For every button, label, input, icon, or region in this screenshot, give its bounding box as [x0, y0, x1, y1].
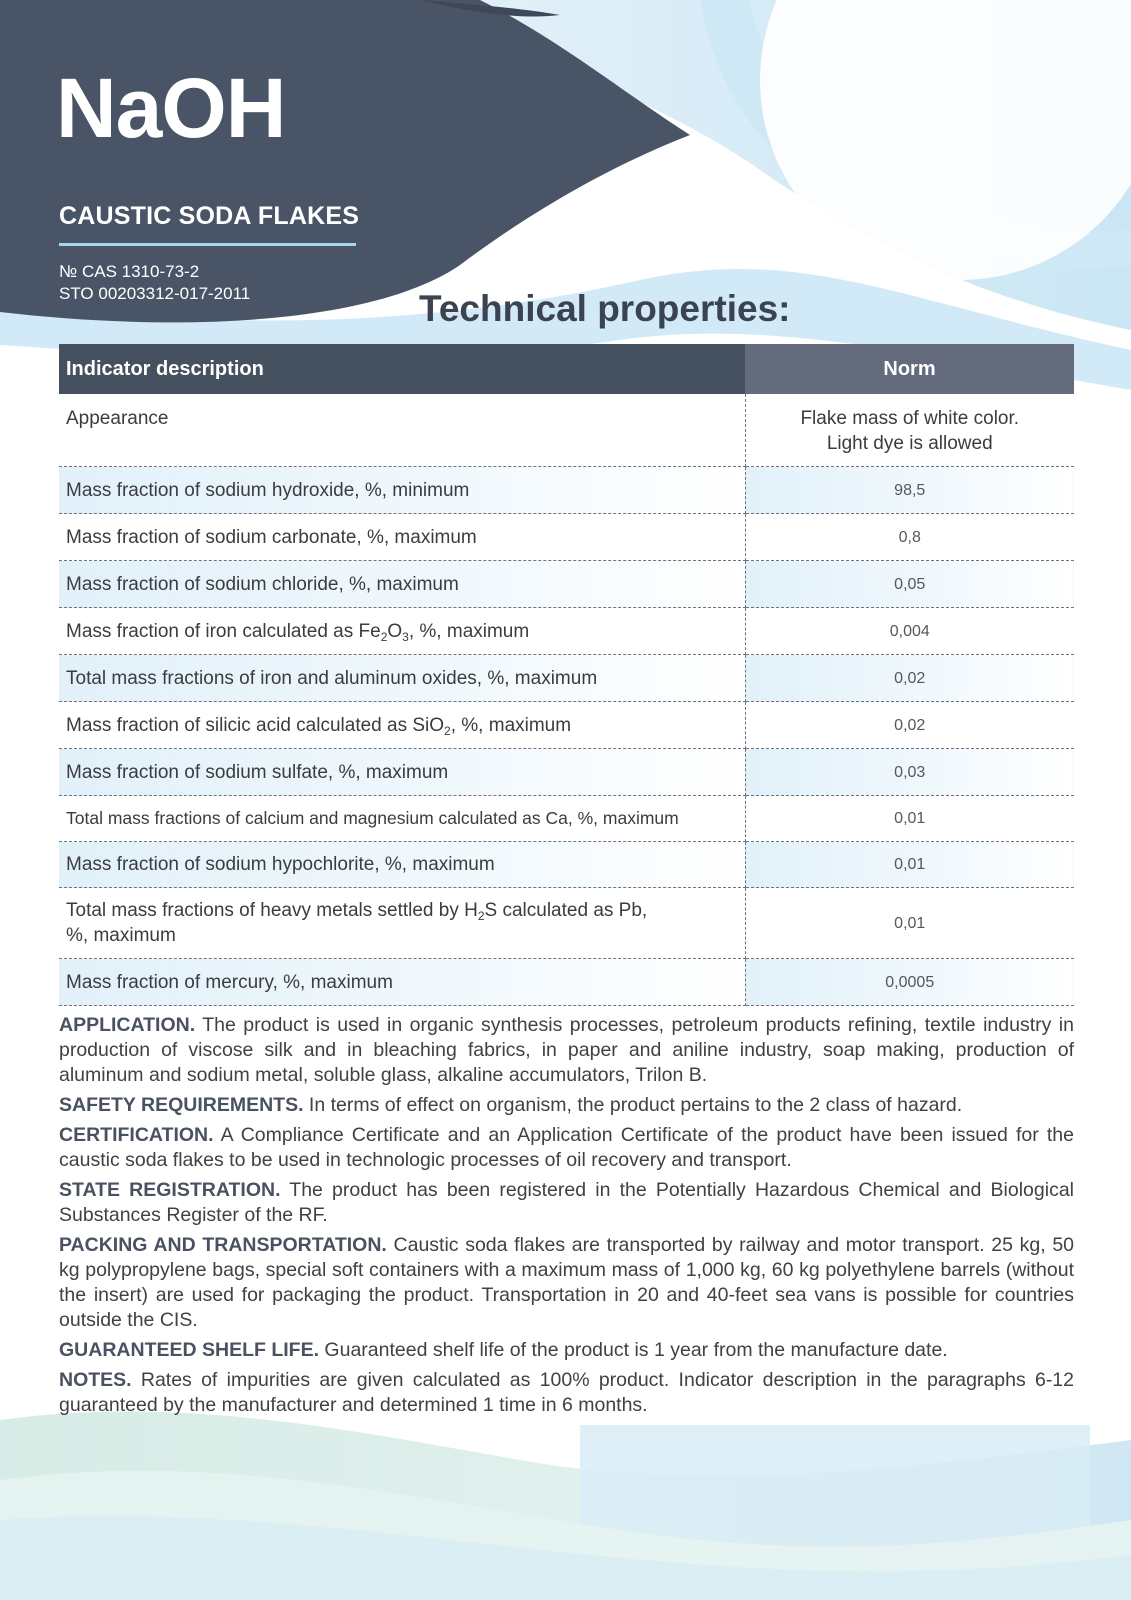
paragraph-heading: STATE REGISTRATION. — [59, 1179, 281, 1201]
indicator-cell — [59, 561, 745, 608]
norm-cell: 0,01 — [745, 888, 1074, 959]
subscript: 3 — [402, 629, 409, 644]
paragraph-text: In terms of effect on organism, the product pertains to the 2 class of hazard. — [303, 1094, 963, 1116]
cas-number: № CAS 1310-73-2 — [59, 262, 200, 281]
indicator-cell — [59, 467, 745, 514]
indicator-cell — [59, 796, 745, 842]
certification-paragraph — [59, 1123, 1074, 1173]
indicator-cell — [59, 959, 745, 1006]
header-indicator-description: Indicator description — [59, 344, 745, 394]
norm-cell: 0,8 — [745, 514, 1074, 561]
table-row — [59, 467, 1074, 514]
paragraph-heading: GUARANTEED SHELF LIFE. — [59, 1339, 320, 1361]
table-row — [59, 514, 1074, 561]
table-row — [59, 959, 1074, 1006]
table-header-row — [59, 344, 1074, 394]
shelf-life-paragraph — [59, 1338, 1074, 1363]
indicator-text: Total mass fractions of iron and aluminum oxides, %, maximum — [66, 667, 598, 689]
indicator-cell — [59, 394, 745, 467]
norm-cell: 0,02 — [745, 702, 1074, 749]
subscript: 2 — [380, 629, 388, 644]
paragraph-text: Guaranteed shelf life of the product is 1 year from the manufacture date. — [319, 1339, 948, 1361]
technical-properties-table — [59, 344, 1074, 1006]
norm-cell: 0,0005 — [745, 959, 1074, 1006]
indicator-text: Mass fraction of sodium carbonate, %, maximum — [66, 526, 477, 548]
norm-line: Flake mass of white color. — [800, 408, 1020, 429]
subtitle-divider — [59, 243, 356, 246]
table-row — [59, 888, 1074, 959]
packing-paragraph — [59, 1233, 1074, 1333]
table-row — [59, 394, 1074, 467]
indicator-cell — [59, 702, 745, 749]
section-title: Technical properties: — [419, 288, 791, 329]
paragraph-heading: SAFETY REQUIREMENTS. — [59, 1094, 304, 1116]
norm-cell: 0,01 — [745, 796, 1074, 842]
paragraph-heading: NOTES. — [59, 1369, 132, 1391]
notes-paragraph — [59, 1368, 1074, 1418]
paragraph-text: The product has been registered in the Potentially Hazardous Chemical and Biological Substances Register of the RF. — [59, 1179, 1074, 1226]
indicator-text: , %, maximum — [408, 620, 530, 642]
table-row — [59, 749, 1074, 796]
paragraph-heading: APPLICATION. — [59, 1014, 196, 1036]
table-row — [59, 561, 1074, 608]
sto-standard: STO 00203312-017-2011 — [59, 284, 251, 303]
norm-cell: 0,02 — [745, 655, 1074, 702]
product-title: NaOH — [56, 61, 286, 155]
table-row — [59, 608, 1074, 655]
indicator-text: Mass fraction of sodium hypochlorite, %, maximum — [66, 854, 495, 875]
indicator-text: Mass fraction of sodium sulfate, %, maximum — [66, 761, 449, 783]
paragraph-text: Caustic soda flakes are transported by railway and motor transport. 25 kg, 50 kg polypropylene bags, special soft containers with a maximum mass of 1,000 kg, 60 kg polyethylene barrels (without the insert) are used for packaging the product. Transportation in 20 and 40-feet sea vans is possible for countries outside the CIS. — [59, 1234, 1075, 1331]
indicator-cell — [59, 888, 745, 959]
application-paragraph — [59, 1013, 1074, 1088]
indicator-cell — [59, 749, 745, 796]
norm-cell: 0,05 — [745, 561, 1074, 608]
subscript: 2 — [477, 909, 485, 923]
indicator-text: %, maximum — [66, 925, 176, 946]
safety-paragraph — [59, 1093, 1074, 1118]
product-subtitle: CAUSTIC SODA FLAKES — [59, 202, 360, 230]
norm-cell: 0,004 — [745, 608, 1074, 655]
indicator-text: Total mass fractions of calcium and magnesium calculated as Ca, %, maximum — [66, 808, 679, 828]
header-norm: Norm — [745, 344, 1074, 394]
table-row — [59, 655, 1074, 702]
indicator-cell — [59, 842, 745, 888]
table-row — [59, 796, 1074, 842]
indicator-text: , %, maximum — [450, 714, 572, 736]
paragraph-text: The product is used in organic synthesis processes, petroleum products refining, textile industry in production of viscose silk and in bleaching fabrics, in paper and aniline industry, soap making, production of aluminum and sodium metal, soluble glass, alkaline accumulators, Trilon B. — [59, 1014, 1074, 1086]
norm-cell — [745, 394, 1074, 467]
norm-cell: 0,03 — [745, 749, 1074, 796]
indicator-text: S calculated as Pb, — [484, 900, 648, 921]
paragraph-text: Rates of impurities are given calculated as 100% product. Indicator description in the paragraphs 6-12 guaranteed by the manufacturer and determined 1 time in 6 months. — [59, 1369, 1074, 1416]
indicator-text: O — [387, 620, 403, 642]
indicator-cell — [59, 514, 745, 561]
indicator-cell — [59, 655, 745, 702]
indicator-text: Mass fraction of sodium hydroxide, %, minimum — [66, 479, 470, 501]
table-row — [59, 702, 1074, 749]
indicator-text: Appearance — [66, 408, 169, 429]
indicator-text: Mass fraction of silicic acid calculated as SiO — [66, 714, 445, 736]
paragraph-heading: PACKING AND TRANSPORTATION. — [59, 1234, 387, 1256]
paragraph-heading: CERTIFICATION. — [59, 1124, 214, 1146]
norm-cell: 98,5 — [745, 467, 1074, 514]
table-row — [59, 842, 1074, 888]
norm-line: Light dye is allowed — [826, 433, 993, 454]
state-registration-paragraph — [59, 1178, 1074, 1228]
indicator-text: Mass fraction of sodium chloride, %, maximum — [66, 573, 459, 595]
indicator-text: Mass fraction of iron calculated as Fe — [66, 620, 381, 642]
indicator-text: Mass fraction of mercury, %, maximum — [66, 971, 393, 993]
indicator-cell — [59, 608, 745, 655]
notes-section — [59, 1013, 1074, 1423]
norm-cell: 0,01 — [745, 842, 1074, 888]
subscript: 2 — [444, 723, 451, 738]
indicator-text: Total mass fractions of heavy metals settled by H — [66, 900, 478, 921]
paragraph-text: A Compliance Certificate and an Application Certificate of the product have been issued for the caustic soda flakes to be used in technologic processes of oil recovery and transport. — [59, 1124, 1074, 1171]
